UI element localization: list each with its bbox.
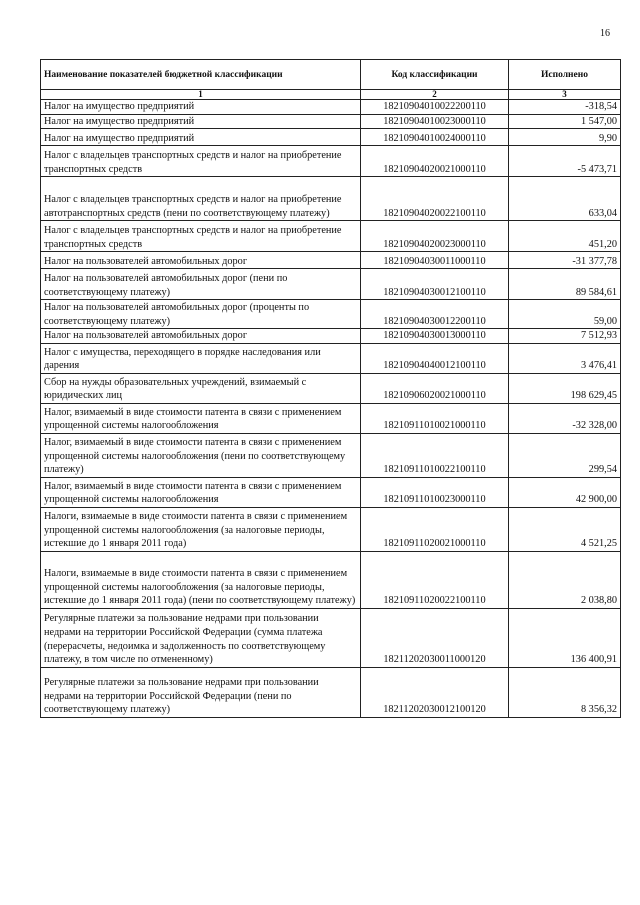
table-row bbox=[41, 343, 621, 373]
table-row bbox=[41, 221, 621, 252]
row-name: Налог на пользователей автомобильных дорог (пени по соответствующему платежу) bbox=[41, 269, 361, 300]
row-name: Налог на имущество предприятий bbox=[41, 100, 361, 115]
table-row bbox=[41, 100, 621, 115]
row-code: 18210904030012100110 bbox=[361, 269, 509, 300]
row-name: Налог с владельцев транспортных средств и налог на приобретение транспортных средств bbox=[41, 146, 361, 177]
row-name: Регулярные платежи за пользование недрами при пользовании недрами на территории Российской Федерации (пени по соответствующему платежу) bbox=[41, 667, 361, 717]
row-amount: 2 038,80 bbox=[509, 551, 621, 608]
table-row bbox=[41, 507, 621, 551]
page-number: 16 bbox=[600, 28, 610, 39]
table-row bbox=[41, 300, 621, 329]
row-code: 18210904020021000110 bbox=[361, 146, 509, 177]
row-name: Налоги, взимаемые в виде стоимости патента в связи с применением упрощенной системы налогообложения (за налоговые периоды, истекшие до 1 января 2011 года) bbox=[41, 507, 361, 551]
row-name: Налог с имущества, переходящего в порядке наследования или дарения bbox=[41, 343, 361, 373]
row-code: 18211202030011000120 bbox=[361, 608, 509, 667]
row-code: 18210904020023000110 bbox=[361, 221, 509, 252]
table-row bbox=[41, 433, 621, 477]
column-number: 2 bbox=[361, 90, 509, 100]
row-amount: 299,54 bbox=[509, 433, 621, 477]
table-row bbox=[41, 252, 621, 269]
row-amount: -31 377,78 bbox=[509, 252, 621, 269]
row-name: Налог на имущество предприятий bbox=[41, 129, 361, 146]
row-name: Налог, взимаемый в виде стоимости патента в связи с применением упрощенной системы налогообложения bbox=[41, 403, 361, 433]
row-amount: -318,54 bbox=[509, 100, 621, 115]
row-amount: 7 512,93 bbox=[509, 329, 621, 344]
row-code: 18210911010022100110 bbox=[361, 433, 509, 477]
table-row bbox=[41, 146, 621, 177]
row-code: 18210911010023000110 bbox=[361, 477, 509, 507]
row-code: 18210911010021000110 bbox=[361, 403, 509, 433]
column-number: 3 bbox=[509, 90, 621, 100]
row-amount: 42 900,00 bbox=[509, 477, 621, 507]
column-number: 1 bbox=[41, 90, 361, 100]
row-code: 18210904020022100110 bbox=[361, 177, 509, 221]
row-amount: 198 629,45 bbox=[509, 373, 621, 403]
table-row bbox=[41, 608, 621, 667]
row-code: 18210904010023000110 bbox=[361, 114, 509, 129]
table-row bbox=[41, 551, 621, 608]
row-amount: -32 328,00 bbox=[509, 403, 621, 433]
row-code: 18210904030012200110 bbox=[361, 300, 509, 329]
table-row bbox=[41, 177, 621, 221]
row-name: Налог, взимаемый в виде стоимости патента в связи с применением упрощенной системы налогообложения bbox=[41, 477, 361, 507]
table-row bbox=[41, 269, 621, 300]
row-amount: -5 473,71 bbox=[509, 146, 621, 177]
table-row bbox=[41, 129, 621, 146]
row-amount: 59,00 bbox=[509, 300, 621, 329]
table-row bbox=[41, 667, 621, 717]
row-name: Налог на имущество предприятий bbox=[41, 114, 361, 129]
row-amount: 8 356,32 bbox=[509, 667, 621, 717]
row-name: Налог на пользователей автомобильных дорог (проценты по соответствующему платежу) bbox=[41, 300, 361, 329]
row-amount: 451,20 bbox=[509, 221, 621, 252]
row-name: Налог на пользователей автомобильных дорог bbox=[41, 252, 361, 269]
row-amount: 9,90 bbox=[509, 129, 621, 146]
table-row bbox=[41, 403, 621, 433]
row-code: 18210904010022200110 bbox=[361, 100, 509, 115]
header-executed: Исполнено bbox=[509, 60, 621, 90]
table-row bbox=[41, 329, 621, 344]
row-code: 18210911020021000110 bbox=[361, 507, 509, 551]
row-name: Налоги, взимаемые в виде стоимости патента в связи с применением упрощенной системы налогообложения (за налоговые периоды, истекшие до 1 января 2011 года) (пени по соответствующему платежу) bbox=[41, 551, 361, 608]
row-amount: 3 476,41 bbox=[509, 343, 621, 373]
row-code: 18210904010024000110 bbox=[361, 129, 509, 146]
row-code: 18210904040012100110 bbox=[361, 343, 509, 373]
header-name: Наименование показателей бюджетной классификации bbox=[41, 60, 361, 90]
table-row bbox=[41, 373, 621, 403]
row-name: Налог на пользователей автомобильных дорог bbox=[41, 329, 361, 344]
column-number-row bbox=[41, 90, 621, 100]
table-row bbox=[41, 114, 621, 129]
row-amount: 89 584,61 bbox=[509, 269, 621, 300]
row-name: Налог с владельцев транспортных средств и налог на приобретение автотранспортных средств (пени по соответствующему платежу) bbox=[41, 177, 361, 221]
row-code: 18210911020022100110 bbox=[361, 551, 509, 608]
budget-table bbox=[40, 59, 621, 718]
row-name: Налог, взимаемый в виде стоимости патента в связи с применением упрощенной системы налогообложения (пени по соответствующему платежу) bbox=[41, 433, 361, 477]
row-code: 18210904030013000110 bbox=[361, 329, 509, 344]
row-name: Налог с владельцев транспортных средств и налог на приобретение транспортных средств bbox=[41, 221, 361, 252]
table-row bbox=[41, 477, 621, 507]
row-name: Регулярные платежи за пользование недрами при пользовании недрами на территории Российской Федерации (сумма платежа (перерасчеты, недоимка и задолженность по соответствующему платежу, в том числе по отмененному) bbox=[41, 608, 361, 667]
header-row bbox=[41, 60, 621, 90]
row-amount: 633,04 bbox=[509, 177, 621, 221]
row-amount: 4 521,25 bbox=[509, 507, 621, 551]
table-body bbox=[41, 100, 621, 718]
row-code: 18210906020021000110 bbox=[361, 373, 509, 403]
header-code: Код классификации bbox=[361, 60, 509, 90]
row-amount: 136 400,91 bbox=[509, 608, 621, 667]
row-code: 18211202030012100120 bbox=[361, 667, 509, 717]
row-name: Сбор на нужды образовательных учреждений, взимаемый с юридических лиц bbox=[41, 373, 361, 403]
row-code: 18210904030011000110 bbox=[361, 252, 509, 269]
row-amount: 1 547,00 bbox=[509, 114, 621, 129]
